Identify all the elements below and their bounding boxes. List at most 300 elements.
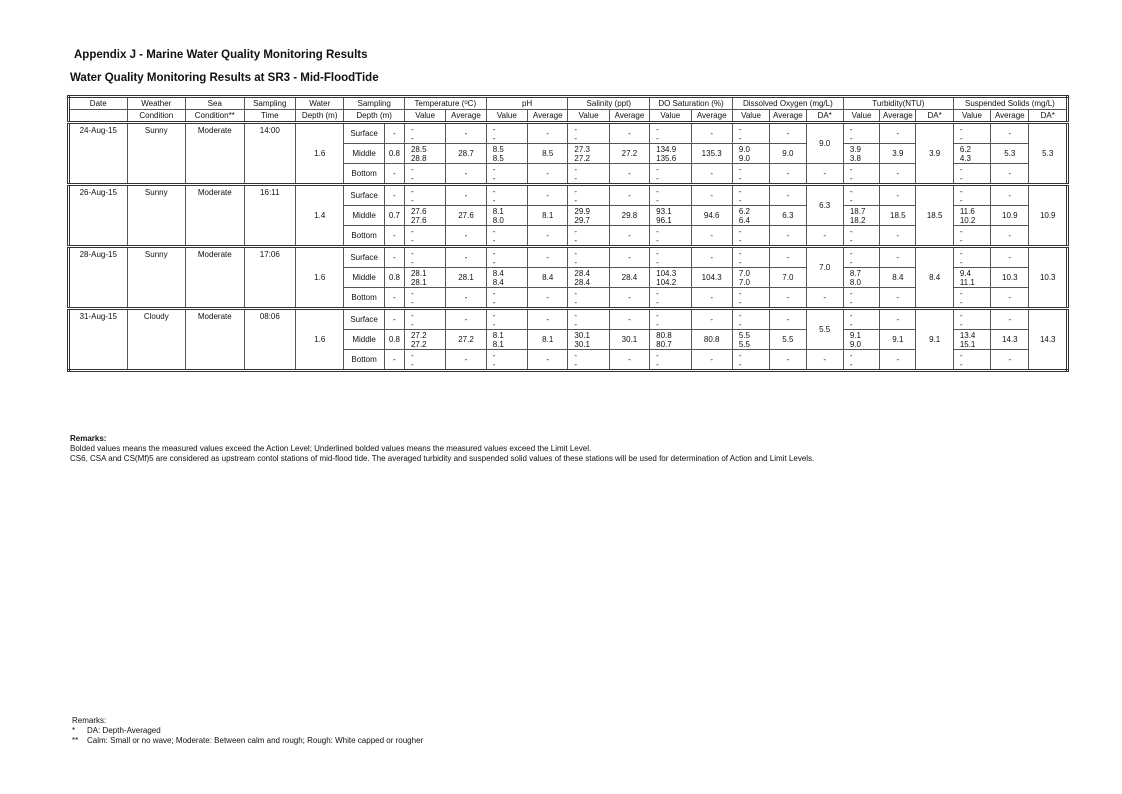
- ph-average-cell: -: [528, 288, 568, 309]
- dissolved-oxygen-average-cell: -: [770, 350, 806, 371]
- ph-average-cell: -: [528, 123, 568, 144]
- temperature-value-cell: [404, 185, 445, 206]
- temperature-value-cell-reading-2: 27.6: [410, 215, 427, 225]
- temperature-average-cell: 28.7: [446, 144, 486, 164]
- salinity-value-cell: [568, 123, 609, 144]
- footnote-sea-condition: [72, 736, 423, 746]
- temperature-value-cell: [404, 164, 445, 185]
- salinity-value-cell: [568, 330, 609, 350]
- ph-value-cell-reading-2: 8.5: [492, 153, 504, 163]
- suspended-solids-da-cell: 5.3: [1029, 123, 1068, 185]
- temperature-value-cell-reading-2: -: [410, 133, 414, 143]
- temperature-value-cell-reading-2: -: [410, 297, 414, 307]
- sampling-depth-cell: -: [384, 226, 404, 247]
- ph-value-cell-reading-1: -: [492, 288, 496, 298]
- dissolved-oxygen-da-bottom-cell: -: [806, 226, 843, 247]
- turbidity-value-cell-reading-2: -: [849, 257, 853, 267]
- salinity-value-cell-reading-2: -: [574, 319, 578, 329]
- suspended-solids-value-cell-reading-1: -: [959, 226, 963, 236]
- footnote-da-text: DA: Depth-Averaged: [87, 726, 161, 735]
- table-row-surface: [69, 123, 1068, 144]
- footnote-sea-text: Calm: Small or no wave; Moderate: Between calm and rough; Rough: White capped or rougher: [87, 736, 424, 745]
- col-subheader-average: Average: [770, 110, 806, 123]
- sampling-depth-cell: -: [384, 309, 404, 330]
- sampling-day-group: [69, 123, 1068, 185]
- turbidity-value-cell-reading-2: 8.0: [849, 277, 861, 287]
- dissolved-oxygen-value-cell-reading-2: -: [738, 297, 742, 307]
- dissolved-oxygen-average-cell: -: [770, 123, 806, 144]
- turbidity-average-cell: -: [880, 288, 916, 309]
- temperature-average-cell: -: [446, 247, 486, 268]
- remarks-top-heading: Remarks:: [70, 434, 107, 443]
- salinity-value-cell: [568, 185, 609, 206]
- sampling-time-cell: 14:00: [244, 123, 295, 185]
- suspended-solids-average-cell: -: [991, 350, 1029, 371]
- sampling-level-cell: Bottom: [344, 164, 384, 185]
- dissolved-oxygen-average-cell: -: [770, 288, 806, 309]
- do-saturation-value-cell-reading-1: -: [656, 226, 659, 236]
- do-saturation-value-cell-reading-1: -: [656, 350, 659, 360]
- do-saturation-average-cell: -: [691, 123, 732, 144]
- temperature-value-cell: [404, 330, 445, 350]
- salinity-value-cell-reading-1: 28.4: [574, 268, 590, 278]
- do-saturation-value-cell-reading-1: 80.8: [656, 330, 672, 340]
- turbidity-value-cell: [843, 268, 879, 288]
- dissolved-oxygen-value-cell-reading-2: -: [738, 359, 742, 369]
- salinity-average-cell: -: [609, 247, 649, 268]
- turbidity-value-cell-reading-1: -: [849, 310, 853, 320]
- do-saturation-average-cell: -: [691, 226, 732, 247]
- ph-average-cell: -: [528, 309, 568, 330]
- sampling-level-cell: Middle: [344, 268, 384, 288]
- turbidity-value-cell: [843, 288, 879, 309]
- salinity-average-cell: -: [609, 350, 649, 371]
- weather-cell: Sunny: [127, 123, 186, 185]
- do-saturation-value-cell-reading-1: 134.9: [656, 144, 677, 154]
- ph-value-cell-reading-2: 8.0: [492, 215, 504, 225]
- temperature-value-cell: [404, 288, 445, 309]
- dissolved-oxygen-da-cell: 6.3: [806, 185, 843, 226]
- temperature-degree-sup: o: [464, 100, 468, 106]
- ph-average-cell: -: [528, 164, 568, 185]
- ph-value-cell-reading-2: -: [492, 297, 496, 307]
- temperature-value-cell-reading-2: 28.1: [410, 277, 427, 287]
- turbidity-average-cell: -: [880, 247, 916, 268]
- col-subheader-average: Average: [991, 110, 1029, 123]
- turbidity-average-cell: 3.9: [880, 144, 916, 164]
- ph-value-cell: [486, 309, 527, 330]
- turbidity-value-cell-reading-1: 8.7: [849, 268, 861, 278]
- table-title: Water Quality Monitoring Results at SR3 - Mid-FloodTide: [70, 72, 379, 84]
- temperature-value-cell-reading-2: -: [410, 195, 414, 205]
- dissolved-oxygen-average-cell: -: [770, 247, 806, 268]
- do-saturation-value-cell-reading-2: -: [656, 195, 659, 205]
- dissolved-oxygen-average-cell: -: [770, 226, 806, 247]
- turbidity-value-cell: [843, 247, 879, 268]
- turbidity-value-cell-reading-2: -: [849, 195, 853, 205]
- suspended-solids-value-cell-reading-2: -: [959, 297, 963, 307]
- header-row-2: [69, 110, 1068, 123]
- do-saturation-value-cell: [650, 164, 691, 185]
- suspended-solids-value-cell-reading-2: 15.1: [959, 339, 976, 349]
- do-saturation-value-cell-reading-1: -: [656, 248, 659, 258]
- col-header-sea: Sea: [186, 97, 245, 110]
- do-saturation-value-cell-reading-2: -: [656, 257, 659, 267]
- col-header-ph: pH: [486, 97, 568, 110]
- sampling-level-cell: Surface: [344, 247, 384, 268]
- turbidity-value-cell-reading-1: 3.9: [849, 144, 861, 154]
- sampling-level-cell: Middle: [344, 206, 384, 226]
- sampling-depth-cell: -: [384, 288, 404, 309]
- temperature-average-cell: 27.6: [446, 206, 486, 226]
- sampling-day-group: [69, 185, 1068, 247]
- salinity-average-cell: -: [609, 226, 649, 247]
- do-saturation-average-cell: -: [691, 185, 732, 206]
- sampling-time-cell: 16:11: [244, 185, 295, 247]
- do-saturation-value-cell-reading-1: -: [656, 124, 659, 134]
- dissolved-oxygen-da-cell: 9.0: [806, 123, 843, 164]
- suspended-solids-average-cell: -: [991, 288, 1029, 309]
- dissolved-oxygen-average-cell: 7.0: [770, 268, 806, 288]
- dissolved-oxygen-average-cell: -: [770, 185, 806, 206]
- water-depth-cell: 1.4: [296, 185, 344, 247]
- suspended-solids-value-cell-reading-2: -: [959, 173, 963, 183]
- do-saturation-value-cell-reading-1: 93.1: [656, 206, 672, 216]
- do-saturation-average-cell: 135.3: [691, 144, 732, 164]
- turbidity-value-cell: [843, 144, 879, 164]
- dissolved-oxygen-value-cell-reading-1: -: [738, 350, 742, 360]
- col-subheader-value: Value: [568, 110, 609, 123]
- dissolved-oxygen-value-cell-reading-1: 9.0: [738, 144, 750, 154]
- do-saturation-value-cell-reading-1: -: [656, 288, 659, 298]
- turbidity-value-cell-reading-1: -: [849, 248, 853, 258]
- suspended-solids-average-cell: 5.3: [991, 144, 1029, 164]
- suspended-solids-value-cell-reading-2: 11.1: [959, 277, 975, 287]
- dissolved-oxygen-value-cell: [732, 226, 769, 247]
- salinity-value-cell: [568, 164, 609, 185]
- col-subheader-value: Value: [404, 110, 445, 123]
- ph-value-cell: [486, 206, 527, 226]
- salinity-value-cell-reading-2: 27.2: [574, 153, 590, 163]
- ph-value-cell: [486, 247, 527, 268]
- salinity-value-cell-reading-2: -: [574, 257, 578, 267]
- ph-value-cell-reading-1: -: [492, 248, 496, 258]
- suspended-solids-da-cell: 10.9: [1029, 185, 1068, 247]
- suspended-solids-value-cell-reading-1: -: [959, 164, 963, 174]
- do-saturation-value-cell-reading-1: 104.3: [656, 268, 677, 278]
- sampling-depth-cell: -: [384, 247, 404, 268]
- suspended-solids-value-cell: [953, 164, 990, 185]
- weather-cell: Sunny: [127, 185, 186, 247]
- sampling-day-group: [69, 247, 1068, 309]
- suspended-solids-value-cell: [953, 226, 990, 247]
- sampling-level-cell: Bottom: [344, 288, 384, 309]
- col-subheader-da: DA*: [806, 110, 843, 123]
- suspended-solids-value-cell-reading-1: -: [959, 186, 963, 196]
- suspended-solids-value-cell-reading-1: -: [959, 350, 963, 360]
- ph-value-cell: [486, 164, 527, 185]
- sea-condition-cell: Moderate: [186, 123, 245, 185]
- dissolved-oxygen-value-cell: [732, 309, 769, 330]
- dissolved-oxygen-value-cell-reading-1: -: [738, 124, 742, 134]
- suspended-solids-value-cell-reading-1: 6.2: [959, 144, 971, 154]
- temperature-average-cell: -: [446, 226, 486, 247]
- turbidity-value-cell-reading-1: -: [849, 226, 853, 236]
- turbidity-value-cell-reading-2: 3.8: [849, 153, 861, 163]
- salinity-average-cell: -: [609, 309, 649, 330]
- temperature-average-cell: -: [446, 288, 486, 309]
- dissolved-oxygen-da-bottom-cell: -: [806, 164, 843, 185]
- salinity-value-cell-reading-1: -: [574, 164, 578, 174]
- do-saturation-average-cell: -: [691, 164, 732, 185]
- salinity-value-cell-reading-1: 30.1: [574, 330, 590, 340]
- ph-value-cell: [486, 268, 527, 288]
- col-header-salinity: Salinity (ppt): [568, 97, 650, 110]
- suspended-solids-value-cell-reading-1: -: [959, 310, 963, 320]
- dissolved-oxygen-value-cell-reading-2: -: [738, 257, 742, 267]
- do-saturation-value-cell: [650, 268, 691, 288]
- do-saturation-value-cell: [650, 288, 691, 309]
- ph-average-cell: 8.1: [528, 206, 568, 226]
- col-header-suspended-solids: Suspended Solids (mg/L): [953, 97, 1067, 110]
- sampling-depth-cell: -: [384, 350, 404, 371]
- sampling-level-cell: Surface: [344, 185, 384, 206]
- dissolved-oxygen-value-cell-reading-2: -: [738, 133, 742, 143]
- col-subheader-average: Average: [528, 110, 568, 123]
- ph-value-cell-reading-1: 8.1: [492, 330, 504, 340]
- turbidity-value-cell-reading-2: 9.0: [849, 339, 861, 349]
- salinity-value-cell-reading-1: 27.3: [574, 144, 590, 154]
- suspended-solids-value-cell: [953, 123, 990, 144]
- col-subheader-average: Average: [691, 110, 732, 123]
- turbidity-average-cell: 18.5: [880, 206, 916, 226]
- suspended-solids-value-cell-reading-1: 11.6: [959, 206, 975, 216]
- temperature-value-cell-reading-2: -: [410, 235, 414, 245]
- do-saturation-average-cell: -: [691, 350, 732, 371]
- turbidity-da-cell: 8.4: [916, 247, 953, 309]
- col-subheader-value: Value: [732, 110, 769, 123]
- salinity-value-cell: [568, 268, 609, 288]
- sampling-depth-cell: 0.8: [384, 268, 404, 288]
- dissolved-oxygen-value-cell-reading-1: -: [738, 164, 742, 174]
- do-saturation-value-cell-reading-1: -: [656, 310, 659, 320]
- col-subheader-value: Value: [486, 110, 527, 123]
- dissolved-oxygen-value-cell: [732, 268, 769, 288]
- dissolved-oxygen-da-cell: 7.0: [806, 247, 843, 288]
- dissolved-oxygen-value-cell-reading-2: 7.0: [738, 277, 750, 287]
- sampling-depth-cell: -: [384, 164, 404, 185]
- dissolved-oxygen-da-bottom-cell: -: [806, 288, 843, 309]
- col-header-temperature: [404, 97, 486, 110]
- salinity-value-cell-reading-2: -: [574, 133, 578, 143]
- col-header-weather: Weather: [127, 97, 186, 110]
- dissolved-oxygen-value-cell-reading-2: 9.0: [738, 153, 750, 163]
- dissolved-oxygen-average-cell: 9.0: [770, 144, 806, 164]
- col-subheader-da: DA*: [916, 110, 953, 123]
- ph-value-cell: [486, 185, 527, 206]
- temperature-value-cell: [404, 247, 445, 268]
- turbidity-da-cell: 18.5: [916, 185, 953, 247]
- col-header-sampling-depth: Sampling: [344, 97, 405, 110]
- temperature-value-cell-reading-1: 27.2: [410, 330, 427, 340]
- do-saturation-value-cell-reading-2: -: [656, 319, 659, 329]
- turbidity-average-cell: -: [880, 123, 916, 144]
- temperature-value-cell-reading-1: -: [410, 248, 414, 258]
- dissolved-oxygen-average-cell: 6.3: [770, 206, 806, 226]
- salinity-value-cell-reading-2: -: [574, 235, 578, 245]
- sampling-depth-cell: 0.8: [384, 330, 404, 350]
- salinity-average-cell: 30.1: [609, 330, 649, 350]
- temperature-value-cell-reading-1: 28.1: [410, 268, 427, 278]
- salinity-average-cell: 29.8: [609, 206, 649, 226]
- ph-value-cell-reading-2: -: [492, 133, 496, 143]
- ph-value-cell-reading-1: -: [492, 186, 496, 196]
- dissolved-oxygen-value-cell: [732, 144, 769, 164]
- salinity-value-cell: [568, 247, 609, 268]
- suspended-solids-value-cell-reading-2: -: [959, 359, 963, 369]
- turbidity-value-cell-reading-1: -: [849, 124, 853, 134]
- ph-value-cell-reading-2: -: [492, 195, 496, 205]
- ph-average-cell: -: [528, 226, 568, 247]
- dissolved-oxygen-value-cell-reading-1: 5.5: [738, 330, 750, 340]
- temperature-average-cell: 27.2: [446, 330, 486, 350]
- salinity-value-cell-reading-1: 29.9: [574, 206, 590, 216]
- suspended-solids-value-cell-reading-2: 10.2: [959, 215, 976, 225]
- turbidity-value-cell: [843, 350, 879, 371]
- col-header-turbidity: Turbidity(NTU): [843, 97, 953, 110]
- turbidity-value-cell-reading-1: -: [849, 350, 853, 360]
- ph-value-cell-reading-2: -: [492, 257, 496, 267]
- col-header-water-depth: Water: [296, 97, 344, 110]
- footnote-da: [72, 726, 423, 736]
- date-cell: 24-Aug-15: [69, 123, 128, 185]
- weather-cell: Sunny: [127, 247, 186, 309]
- temperature-value-cell-reading-1: -: [410, 186, 414, 196]
- salinity-value-cell-reading-1: -: [574, 226, 578, 236]
- col-subheader-water-depth: Depth (m): [296, 110, 344, 123]
- temperature-value-cell: [404, 226, 445, 247]
- dissolved-oxygen-value-cell-reading-2: -: [738, 319, 742, 329]
- suspended-solids-value-cell: [953, 350, 990, 371]
- sampling-level-cell: Bottom: [344, 226, 384, 247]
- turbidity-value-cell-reading-1: -: [849, 164, 853, 174]
- ph-value-cell: [486, 123, 527, 144]
- dissolved-oxygen-value-cell-reading-1: -: [738, 310, 742, 320]
- turbidity-value-cell-reading-1: -: [849, 186, 853, 196]
- do-saturation-average-cell: 104.3: [691, 268, 732, 288]
- salinity-average-cell: -: [609, 164, 649, 185]
- turbidity-value-cell-reading-2: -: [849, 359, 853, 369]
- ph-average-cell: -: [528, 247, 568, 268]
- remarks-bottom: [72, 716, 423, 746]
- col-subheader-sampling-time: Time: [244, 110, 295, 123]
- weather-cell: Cloudy: [127, 309, 186, 371]
- dissolved-oxygen-value-cell: [732, 288, 769, 309]
- do-saturation-value-cell: [650, 185, 691, 206]
- ph-average-cell: 8.5: [528, 144, 568, 164]
- ph-value-cell: [486, 330, 527, 350]
- temperature-label-prefix: Temperature (: [414, 99, 465, 108]
- salinity-value-cell-reading-1: -: [574, 288, 578, 298]
- ph-value-cell-reading-1: 8.5: [492, 144, 504, 154]
- temperature-average-cell: 28.1: [446, 268, 486, 288]
- suspended-solids-average-cell: -: [991, 226, 1029, 247]
- salinity-value-cell-reading-2: 29.7: [574, 215, 590, 225]
- water-depth-cell: 1.6: [296, 247, 344, 309]
- temperature-value-cell-reading-2: -: [410, 319, 414, 329]
- ph-value-cell-reading-1: -: [492, 350, 496, 360]
- col-subheader-value: Value: [843, 110, 879, 123]
- turbidity-value-cell: [843, 309, 879, 330]
- dissolved-oxygen-value-cell-reading-2: -: [738, 195, 742, 205]
- suspended-solids-value-cell-reading-1: -: [959, 288, 963, 298]
- suspended-solids-value-cell-reading-2: -: [959, 257, 963, 267]
- ph-value-cell-reading-2: -: [492, 319, 496, 329]
- temperature-value-cell-reading-1: -: [410, 350, 414, 360]
- do-saturation-value-cell: [650, 330, 691, 350]
- suspended-solids-value-cell-reading-1: -: [959, 248, 963, 258]
- do-saturation-value-cell: [650, 309, 691, 330]
- appendix-title: Appendix J - Marine Water Quality Monitoring Results: [74, 49, 368, 61]
- turbidity-value-cell-reading-2: -: [849, 319, 853, 329]
- temperature-value-cell-reading-1: -: [410, 164, 414, 174]
- ph-value-cell-reading-2: -: [492, 173, 496, 183]
- turbidity-average-cell: 8.4: [880, 268, 916, 288]
- suspended-solids-value-cell-reading-2: -: [959, 235, 963, 245]
- dissolved-oxygen-value-cell: [732, 350, 769, 371]
- remarks-top: [70, 434, 814, 464]
- suspended-solids-value-cell-reading-2: 4.3: [959, 153, 971, 163]
- dissolved-oxygen-value-cell-reading-1: -: [738, 226, 742, 236]
- salinity-value-cell-reading-2: -: [574, 359, 578, 369]
- sampling-level-cell: Surface: [344, 309, 384, 330]
- suspended-solids-value-cell: [953, 144, 990, 164]
- do-saturation-average-cell: -: [691, 247, 732, 268]
- suspended-solids-average-cell: -: [991, 185, 1029, 206]
- remarks-top-line-2: CS6, CSA and CS(Mf)5 are considered as upstream contol stations of mid-flood tide. The averaged turbidity and suspended solid values of these stations will be used for determination of Action and Limit Levels.: [70, 454, 815, 463]
- turbidity-value-cell: [843, 330, 879, 350]
- ph-value-cell-reading-1: -: [492, 164, 496, 174]
- temperature-average-cell: -: [446, 123, 486, 144]
- temperature-value-cell-reading-1: -: [410, 288, 414, 298]
- turbidity-value-cell-reading-2: -: [849, 133, 853, 143]
- col-subheader-sampling-depth: Depth (m): [344, 110, 405, 123]
- suspended-solids-value-cell-reading-2: -: [959, 319, 963, 329]
- ph-value-cell-reading-1: 8.1: [492, 206, 504, 216]
- turbidity-value-cell-reading-1: -: [849, 288, 853, 298]
- temperature-value-cell-reading-1: -: [410, 226, 414, 236]
- turbidity-average-cell: -: [880, 164, 916, 185]
- dissolved-oxygen-value-cell-reading-1: 6.2: [738, 206, 750, 216]
- ph-average-cell: 8.4: [528, 268, 568, 288]
- col-subheader-sea: Condition**: [186, 110, 245, 123]
- col-subheader-average: Average: [609, 110, 649, 123]
- date-cell: 31-Aug-15: [69, 309, 128, 371]
- ph-value-cell: [486, 350, 527, 371]
- ph-value-cell-reading-1: 8.4: [492, 268, 504, 278]
- col-subheader-da: DA*: [1029, 110, 1068, 123]
- suspended-solids-average-cell: -: [991, 123, 1029, 144]
- suspended-solids-average-cell: 10.3: [991, 268, 1029, 288]
- do-saturation-value-cell: [650, 123, 691, 144]
- ph-value-cell-reading-2: -: [492, 359, 496, 369]
- salinity-average-cell: 28.4: [609, 268, 649, 288]
- sea-condition-cell: Moderate: [186, 247, 245, 309]
- temperature-value-cell-reading-2: -: [410, 359, 414, 369]
- temperature-value-cell: [404, 123, 445, 144]
- salinity-value-cell-reading-1: -: [574, 248, 578, 258]
- ph-value-cell-reading-2: -: [492, 235, 496, 245]
